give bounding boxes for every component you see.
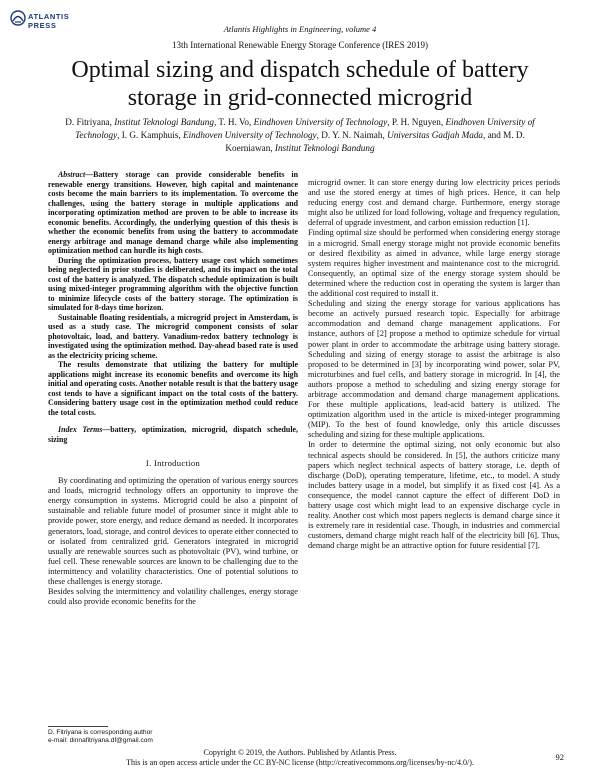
conference-line: 13th International Renewable Energy Storage Conference (IRES 2019) — [171, 40, 428, 50]
right-paragraph-2: Finding optimal size should be performed when considering energy storage in a microgrid. Small energy storage might not provide economic benefits or desired flexibility as aimed in advance, while large energy storage system requires higher investment and maintenance cost to the microgrid. Consequently, an optimal size of the energy storage system should be determined where the reduction cost in operating the system is larger than the additional cost required to install it. — [308, 228, 560, 299]
footnote-line-1: D. Fitriyana is corresponding author — [48, 729, 153, 736]
author-name: M. D. Koerniawan, — [225, 130, 525, 153]
footnote-divider — [48, 726, 108, 727]
section-heading: I. Introduction — [145, 458, 201, 468]
author-separator: , — [316, 130, 322, 140]
copyright-line-1: Copyright © 2019, the Authors. Published by Atlantis Press. — [203, 748, 397, 757]
author-affiliation: Universitas Gadjah Mada — [387, 130, 484, 140]
right-column — [308, 178, 560, 551]
abstract-text-1: —Battery storage can provide considerable benefits in renewable energy transitions. However, high capital and maintenance costs become the main barriers to its implementation. To overcome the challenges, using the battery storage in multiple applications and incorporating optimization method are proven to be able to increase its economic benefits. Accordingly, the underlying question of this thesis is whether the economic benefits from using the battery to accommodate energy arbitrage and manage demand charge while also implementing optimization method can hurdle its high costs. — [48, 170, 298, 255]
page-number: 92 — [555, 752, 564, 762]
author-name: D. Y. N. Naimah, — [321, 130, 388, 140]
author-separator: , — [117, 130, 122, 140]
index-terms — [48, 425, 298, 444]
copyright-line-2: This is an open access article under the CC BY-NC license (http://creativecommons.org/licenses/by-nc/4.0/). — [126, 758, 474, 767]
author-separator: , and — [483, 130, 504, 140]
author-name: I. G. Kamphuis, — [121, 130, 183, 140]
paper-title: Optimal sizing and dispatch schedule of battery storage in grid-connected microgrid — [71, 57, 529, 111]
author-affiliation: Institut Teknologi Bandung — [274, 143, 375, 153]
logo-line-1: ATLANTIS — [28, 12, 70, 21]
index-terms-label: Index Terms — [58, 425, 103, 434]
abstract — [48, 170, 298, 417]
right-paragraph-1: microgrid owner. It can store energy during low electricity prices periods and use the stored energy at times of high prices. Hence, it can help reducing energy cost and demand charge. Furthermore, energy storage might also be utilized for load following, voltage and frequency regulation, deferral of upgrade investment, and carbon emission reduction [1]. — [308, 178, 560, 228]
abstract-paragraph-4: The results demonstrate that utilizing the battery for multiple applications might increase its economic benefits and overcome its high initial and operating costs. Another notable result is that the battery usage cost tends to have a significant impact on the total costs of the battery. Considering battery usage cost in the optimization method could reduce the total costs. — [48, 360, 298, 417]
right-paragraph-3: Scheduling and sizing the energy storage for various applications has become an actively pursued research topic. Especially for arbitrage accommodation and demand charge management applications. For instance, authors of [2] propose a method to optimize schedule for virtual power plant in order to accommodate the arbitrage using battery storage. Scheduling and sizing of energy storage to assist the arbitrage is also proposed to be determined in [3] by incorporating wind power, solar PV, microturbines and fuel cells, and battery storage in microgrid. In [4], the authors propose a method to scheduling and sizing energy storage for arbitrage accommodation and demand charge management applications. For these multiple applications, lead-acid battery is utilized. The optimization algorithm used in the article is mixed-integer programming (MIP). To the best of found knowledge, only this article discusses scheduling and sizing for these multiple applications. — [308, 299, 560, 440]
author-name: D. Fitriyana, — [65, 117, 115, 127]
author-affiliation: Eindhoven University of Technology — [75, 117, 535, 140]
abstract-paragraph-3: Sustainable floating residentials, a microgrid project in Amsterdam, is used as a study case. The microgrid component consists of solar photovoltaic, load, and battery. Vanadium-redox battery technology is investigated using the optimization method. Day-ahead based rate is used as the electricity pricing scheme. — [48, 312, 298, 360]
author-name: T. H. Vo, — [218, 117, 254, 127]
author-list — [55, 116, 545, 155]
footnote — [48, 729, 153, 745]
author-affiliation: Institut Teknologi Bandung — [114, 117, 214, 127]
author-separator: , — [387, 117, 392, 127]
copyright-notice — [0, 748, 600, 768]
journal-line: Atlantis Highlights in Engineering, volume 4 — [223, 24, 377, 34]
abstract-label: Abstract — [58, 170, 86, 179]
abstract-paragraph-1 — [48, 170, 298, 256]
abstract-paragraph-2: During the optimization process, battery usage cost which sometimes being neglected in prior studies is deliberated, and its impact on the total cost of the battery is analyzed. The dispatch schedule optimization is built using mixed-integer programming algorithm with the objective function to minimize lifecycle costs of the battery storage. The optimization is simulated for 8-days time horizon. — [48, 255, 298, 312]
index-terms-text: —battery, optimization, microgrid, dispatch schedule, sizing — [48, 425, 298, 444]
author-affiliation: Eindhoven University of Technology — [183, 130, 317, 140]
author-name: P. H. Nguyen, — [391, 117, 446, 127]
right-paragraph-4: In order to determine the optimal sizing, not only economic but also technical aspects should be considered. In [5], the authors criticize many papers which neglect technical aspects of battery storage, i.e. depth of discharge (DoD), operating temperature, lifetime, etc., to model. A study includes battery usage in a model, but simplify it as fixed cost [4]. As a consequence, the model cannot capture the effect of different DoD in battery usage cost which might lead to an expensive discharge cycle in reality. Another cost which most papers neglects is demand charge since it is extremely rare in residential case. Though, in industries and commercial customers, demand charge might reach half of the electricity bill [6]. Thus, demand charge might be an attractive option for future residential [7]. — [308, 440, 560, 551]
intro-paragraph-2: Besides solving the intermittency and volatility challenges, energy storage could also provide economic benefits for the — [48, 587, 298, 607]
logo-line-2: PRESS — [28, 21, 57, 30]
left-column — [48, 170, 298, 607]
author-affiliation: Eindhoven University of Technology — [253, 117, 388, 127]
footnote-line-2: e-mail: dinnafitriyana.df@gmail.com — [48, 737, 153, 744]
intro-paragraph-1: By coordinating and optimizing the operation of various energy sources and loads, microgrid technology offers an opportunity to improve the energy consumption in systems. Microgrid could be also a pinpoint of sustainable and reliable future model of prosumer since it might able to provide power, store energy, and reduce demand as needed. It incorporates generators, load, storage, and control devices to operate either connected to or isolated from centralized grid. Generators integrated in microgrid usually are renewable sources such as photovoltaic (PV), wind turbine, or fuel cell. These renewable sources are known to be challenging due to the intermittency and volatility characteristics. One of potential solutions to these challenges is energy storage. — [48, 476, 298, 587]
author-separator: , — [213, 117, 219, 127]
